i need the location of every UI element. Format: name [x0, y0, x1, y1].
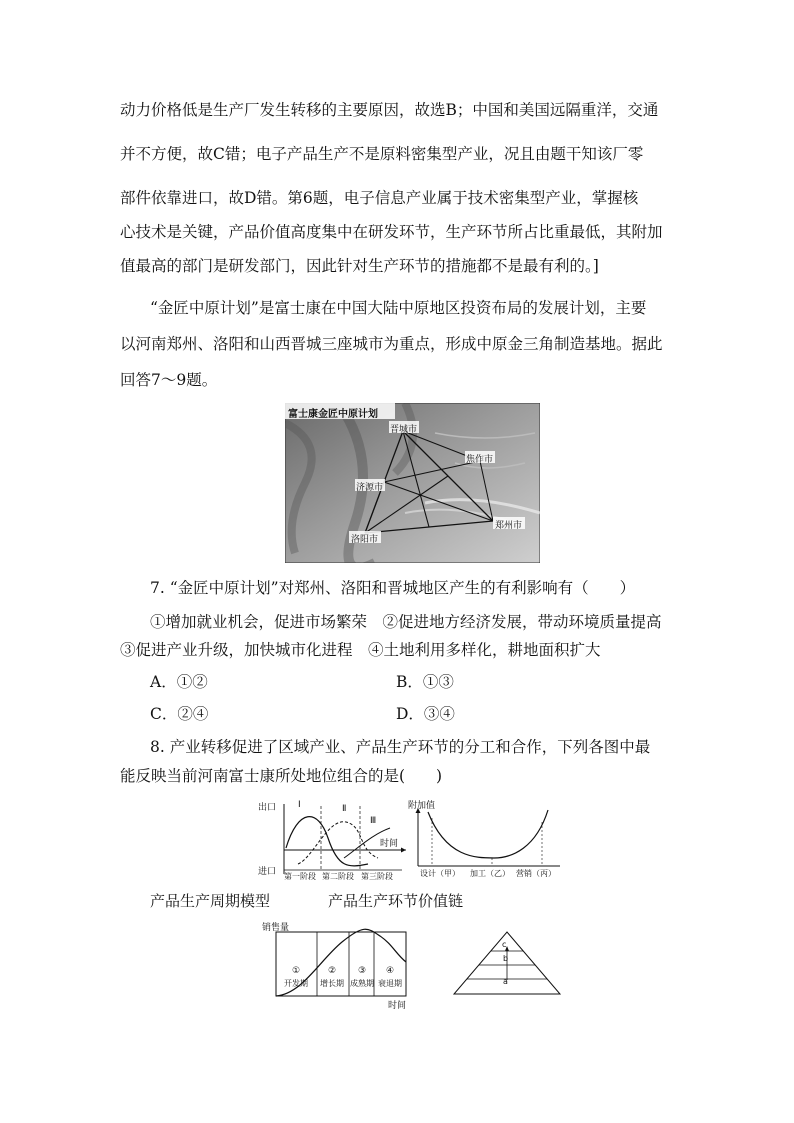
- product-life-cycle-figure: [262, 920, 414, 1011]
- fig4-label-b: b: [503, 954, 509, 963]
- pyramid-figure: [452, 930, 562, 996]
- fig1-curve-1: Ⅰ: [298, 800, 301, 810]
- q7-option-b[interactable]: B．①③: [396, 673, 454, 691]
- fig3-stage-4-label: 衰退期: [378, 979, 402, 988]
- fig1-y-top-label: 出口: [258, 803, 277, 813]
- map-city-jincheng: 晋城市: [390, 425, 418, 435]
- fig1-x-label: 时间: [380, 839, 399, 849]
- q7-stem: 7. “金匠中原计划”对郑州、洛阳和晋城地区产生的有利影响有（ ）: [150, 579, 636, 597]
- fig1-y-bottom-label: 进口: [258, 867, 277, 877]
- para1-line-1: 动力价格低是生产厂发生转移的主要原因，故选B；中国和美国远隔重洋，交通: [120, 101, 659, 119]
- fig1-curve-2: Ⅱ: [342, 804, 347, 814]
- para1-line-3: 部件依靠进口，故D错。第6题，电子信息产业属于技术密集型产业，掌握核: [120, 189, 639, 207]
- fig3-stage-2-num: ②: [328, 966, 337, 976]
- q7-option-c[interactable]: C．②④: [150, 705, 209, 723]
- para1-line-4: 心技术是关键，产品价值高度集中在研发环节，生产环节所占比重最低，其附加: [120, 223, 663, 241]
- q8-stem-1: 8. 产业转移促进了区域产业、产品生产环节的分工和合作，下列各图中最: [150, 738, 651, 756]
- fig1-stage-1: 第一阶段: [284, 872, 316, 881]
- intro-line-2: 以河南郑州、洛阳和山西晋城三座城市为重点，形成中原金三角制造基地。据此: [120, 335, 663, 353]
- fig3-stage-4-num: ④: [386, 966, 395, 976]
- para1-line-2: 并不方便，故C错；电子产品生产不是原料密集型产业，况且由题干知该厂零: [120, 145, 644, 163]
- foxconn-map: [285, 403, 540, 563]
- fig3-stage-1-label: 开发期: [284, 979, 308, 988]
- fig1-curve-3: Ⅲ: [370, 816, 377, 826]
- fig4-label-c: c: [502, 940, 507, 949]
- fig3-y-label: 销售量: [262, 923, 290, 933]
- map-city-jiaozuo: 焦作市: [466, 455, 494, 465]
- fig1-stage-2: 第二阶段: [322, 872, 354, 881]
- intro-line-3: 回答7～9题。: [120, 371, 218, 389]
- fig3-stage-3-label: 成熟期: [350, 979, 374, 988]
- map-city-luoyang: 洛阳市: [351, 535, 379, 545]
- intro-line-1: “金匠中原计划”是富士康在中国大陆中原地区投资布局的发展计划，主要: [150, 299, 647, 317]
- q7-item-2: ③促进产业升级，加快城市化进程 ④土地利用多样化，耕地面积扩大: [120, 641, 601, 659]
- fig2-caption: 产品生产环节价值链: [328, 892, 464, 910]
- value-chain-figure: [406, 798, 562, 882]
- fig2-y-label: 附加值: [408, 801, 436, 811]
- product-cycle-model-figure: [258, 798, 410, 882]
- q8-stem-2: 能反映当前河南富士康所处地位组合的是( ): [120, 767, 443, 785]
- fig2-x-processing: 加工（乙）: [470, 869, 510, 878]
- fig3-stage-1-num: ①: [292, 966, 301, 976]
- fig4-label-a: a: [503, 977, 508, 986]
- fig2-x-marketing: 营销（丙）: [516, 869, 556, 878]
- fig3-x-label: 时间: [388, 1001, 407, 1011]
- q7-option-d[interactable]: D．③④: [396, 705, 455, 723]
- map-city-zhengzhou: 郑州市: [495, 521, 523, 531]
- map-title: 富士康金匠中原计划: [288, 409, 378, 420]
- fig3-stage-2-label: 增长期: [320, 979, 344, 988]
- q7-item-1: ①增加就业机会，促进市场繁荣 ②促进地方经济发展，带动环境质量提高: [150, 613, 662, 631]
- fig3-stage-3-num: ③: [358, 966, 367, 976]
- map-city-jiyuan: 济源市: [356, 483, 384, 493]
- fig1-caption: 产品生产周期模型: [150, 892, 271, 910]
- q7-option-a[interactable]: A．①②: [150, 673, 208, 691]
- fig2-x-design: 设计（甲）: [420, 869, 460, 878]
- fig1-stage-3: 第三阶段: [361, 872, 393, 881]
- para1-line-5: 值最高的部门是研发部门，因此针对生产环节的措施都不是最有利的。]: [120, 257, 599, 275]
